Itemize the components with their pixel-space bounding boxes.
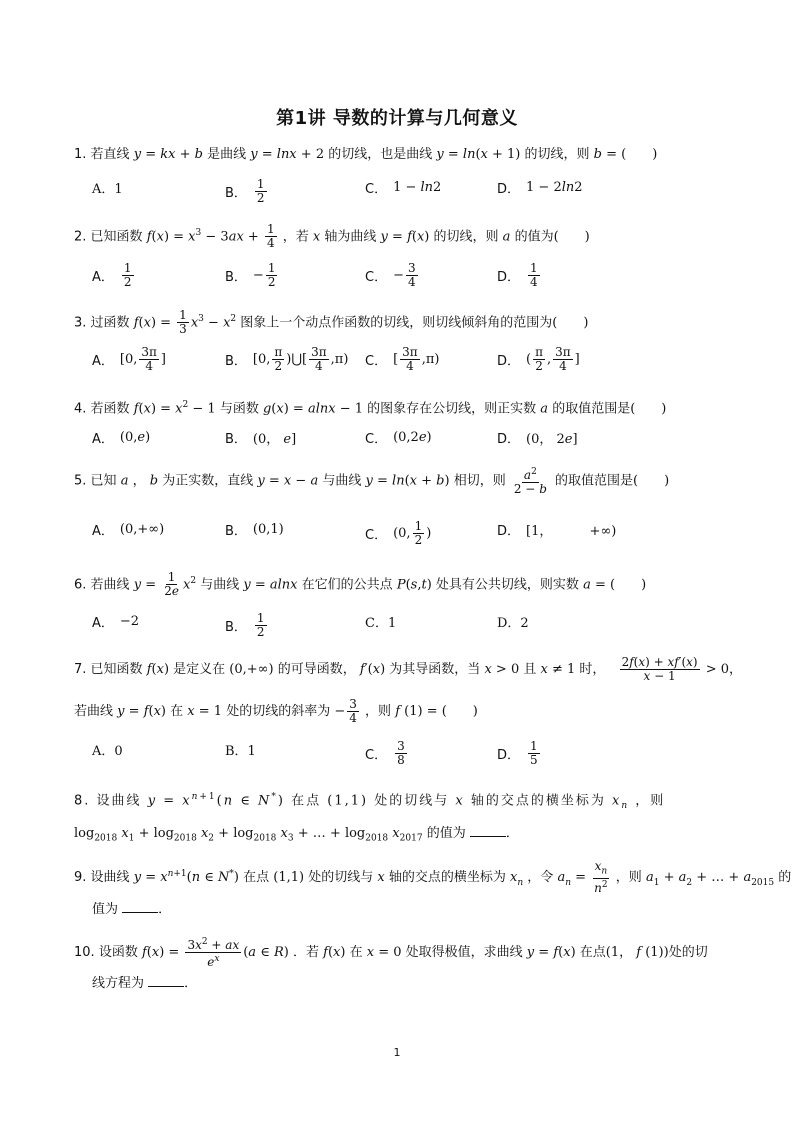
option-c[interactable]: C． 1 − ln2 — [365, 180, 442, 197]
option-a[interactable]: A． $\frac{1}{2}$ — [92, 261, 132, 289]
question-6: 6. 若曲线 y = $\frac{1}{2e}$ $x^2$ 与曲线 y = alnx 在它们的公共点 P(s,t) 处具有公共切线，则实数 a = ( ) — [74, 570, 647, 599]
page-number: 1 — [393, 1046, 401, 1059]
question-1: 1. 若直线 y = kx + b 是曲线 y = lnx + 2 的切线，也是曲线 y = ln(x + 1) 的切线，则 b = ( ) — [74, 147, 658, 162]
question-9-line-2: 值为 ． — [92, 898, 171, 921]
option-b[interactable]: B． [0, $\frac{\pi}{2}$ )⋃[ $\frac{3\pi}{4}$ ,π) — [225, 345, 349, 373]
option-a[interactable]: A． (0,e) — [92, 430, 151, 447]
option-c[interactable]: C． (0, $\frac{1}{2}$ ) — [365, 519, 432, 547]
question-4-options — [92, 428, 732, 458]
question-7-line-2: 若曲线 y = f(x) 在 x = 1 处的切线的斜率为 − $\frac{3}{4}$ ，则 f (1) = ( ) — [74, 697, 478, 725]
option-c[interactable]: C． [ $\frac{3\pi}{4}$ ,π) — [365, 345, 440, 373]
question-6-options — [92, 612, 732, 642]
question-2-options — [92, 262, 732, 292]
question-3-options — [92, 346, 732, 376]
option-a[interactable]: A． (0,+∞) — [92, 522, 165, 539]
question-10-line-2: 线方程为 ． — [92, 972, 197, 995]
question-10: 10. 设函数 f(x) = $\frac{3x^2 + ax}{e^x}$ (a ∈ R) ．若 f(x) 在 x = 0 处取得极值，求曲线 y = f(x) 在点(1， f (1))处的切 — [74, 937, 708, 969]
option-a[interactable]: A．1 — [92, 182, 123, 197]
answer-blank[interactable] — [148, 972, 184, 987]
option-c[interactable]: C． $\frac{3}{8}$ — [365, 739, 405, 767]
option-a[interactable]: A． −2 — [92, 614, 140, 631]
option-d[interactable]: D． $\frac{1}{5}$ — [497, 739, 538, 767]
option-b[interactable]: B．1 — [225, 744, 256, 759]
option-c[interactable]: C． − $\frac{3}{4}$ — [365, 261, 416, 289]
question-8: 8. 设曲线 $y = x^{n+1}(n$ ∈ N*) 在点 (1,1) 处的切线与 x 轴的交点的横坐标为 $x_n$ ，则 — [74, 792, 666, 811]
option-b[interactable]: B． − $\frac{1}{2}$ — [225, 261, 276, 289]
question-2: 2. 已知函数 $f(x) = x^3 - 3ax$ + $\frac{1}{4}$ ，若 x 轴为曲线 y = f(x) 的切线，则 a 的值为( ) — [74, 222, 590, 251]
answer-blank[interactable] — [122, 898, 158, 913]
option-a[interactable]: A． [0, $\frac{3\pi}{4}$ ] — [92, 345, 166, 373]
page-title: 第1讲 导数的计算与几何意义 — [276, 108, 518, 129]
option-d[interactable]: D． 1 − 2ln2 — [497, 180, 583, 197]
option-d[interactable]: D． (0， 2e] — [497, 432, 578, 447]
option-b[interactable]: B． (0， e] — [225, 432, 297, 447]
question-7: 7. 已知函数 f(x) 是定义在 (0,+∞) 的可导函数， f′(x) 为其导函数，当 x > 0 且 x ≠ 1 时， $\frac{2f(x) + xf'(x)}{x - 1}$ > 0， — [74, 655, 743, 683]
question-5-options — [92, 520, 732, 550]
answer-blank[interactable] — [470, 822, 506, 837]
question-5: 5. 已知 a ， b 为正实数，直线 y = x − a 与曲线 y = ln(x + b) 相切，则 $\frac{a^2}{2 - b}$ 的取值范围是( ) — [74, 467, 670, 496]
option-d[interactable]: D． ( $\frac{\pi}{2}$ , $\frac{3\pi}{4}$ ] — [497, 345, 580, 373]
question-9: 9. 设曲线 $y = x^{n+1}(n$ ∈ N*) 在点 (1,1) 处的切线与 x 轴的交点的横坐标为 $x_n$ ，令 $a_n$ = $\frac{x_n}{n^2}$ ，则 $a_1 + a_2$ + … + $a_{2015}$ 的 — [74, 859, 792, 896]
question-4: 4. 若函数 $f(x) = x^2 - 1$ 与函数 g(x) = alnx − 1 的图象存在公切线，则正实数 a 的取值范围是( ) — [74, 400, 667, 417]
option-d[interactable]: D． $\frac{1}{4}$ — [497, 261, 538, 289]
option-b[interactable]: B． (0,1) — [225, 522, 284, 539]
option-d[interactable]: D．2 — [497, 616, 529, 631]
option-a[interactable]: A．0 — [92, 744, 123, 759]
question-1-options — [92, 178, 732, 208]
question-7-options — [92, 740, 732, 770]
question-3: 3. 过函数 f(x) = $\frac{1}{3}$ $x^3 - x^2$ 图象上一个动点作函数的切线，则切线倾斜角的范围为( ) — [74, 308, 589, 337]
option-d[interactable]: D． [1， +∞) — [497, 524, 617, 539]
option-b[interactable]: B． $\frac{1}{2}$ — [225, 177, 265, 205]
option-c[interactable]: C． (0,2e) — [365, 430, 432, 447]
question-number: 1. — [74, 147, 87, 162]
option-c[interactable]: C．1 — [365, 616, 397, 631]
question-8-line-2: $\log_{2018} x_1 + \log_{2018} x_2 + \log_{2018} x_3$ + … + $\log_{2018} x_{2017}$ 的值为 ． — [74, 822, 519, 850]
option-b[interactable]: B． $\frac{1}{2}$ — [225, 611, 265, 639]
